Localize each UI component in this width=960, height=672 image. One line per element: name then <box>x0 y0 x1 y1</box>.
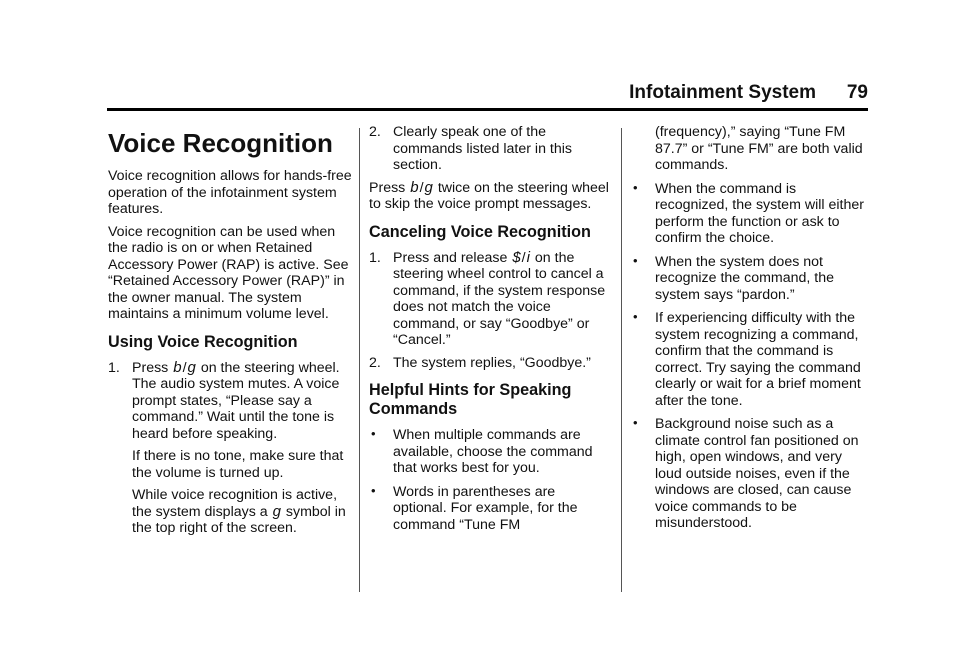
list-item: • When the system does not recognize the command, the system says “pardon.” <box>633 252 835 303</box>
paragraph: If there is no tone, make sure that the volume is turned up. <box>132 448 344 481</box>
page-heading: Voice Recognition <box>108 128 333 158</box>
subheading: Canceling Voice Recognition <box>369 222 591 241</box>
column-3 <box>631 124 871 539</box>
header-rule <box>107 108 868 111</box>
list-item-continued: (frequency),” saying “Tune FM 87.7” or “Tune FM” are both valid commands. <box>655 124 863 173</box>
mute-icon: i <box>526 248 530 266</box>
page-number: 79 <box>846 82 868 103</box>
bullet-icon: • <box>633 415 638 430</box>
bullet-icon: • <box>371 426 376 441</box>
list-item: • When multiple commands are available, choose the command that works best for you. <box>371 426 593 476</box>
step-number: 2. <box>369 354 381 371</box>
separator: / <box>521 249 526 266</box>
list-item: • Words in parentheses are optional. For example, for the command “Tune FM <box>371 482 578 533</box>
step-1: 1. Press b/g on the steering wheel. The audio system mutes. A voice prompt states, “Please say a command.” Wait until the tone is heard before speaking. <box>108 358 340 442</box>
column-divider <box>359 128 360 592</box>
step-number: 1. <box>108 359 120 376</box>
bullet-icon: • <box>371 482 376 498</box>
paragraph: While voice recognition is active, the system displays a g symbol in the top right of the screen. <box>132 487 346 536</box>
push-to-talk-icon: b <box>410 178 419 196</box>
voice-icon: g <box>424 178 433 196</box>
end-call-icon: $ <box>512 248 521 266</box>
subheading: Using Voice Recognition <box>108 332 298 351</box>
paragraph: Voice recognition can be used when the radio is on or when Retained Accessory Power (RAP) is active. See “Retained Accessory Power (RAP)” in the owner manual. The system maintains a minimum volume level. <box>108 223 349 322</box>
column-1 <box>108 124 353 543</box>
separator: / <box>182 359 187 376</box>
cancel-step-2: 2. The system replies, “Goodbye.” <box>369 354 591 371</box>
list-item: • Background noise such as a climate control fan positioned on high, open windows, and very loud outside noises, even if the windows are closed, can cause voice commands to be misunderstood. <box>633 415 859 531</box>
column-2 <box>369 124 609 540</box>
voice-icon: g <box>187 358 196 376</box>
subheading: Helpful Hints for Speaking Commands <box>369 381 572 418</box>
column-divider <box>621 128 622 592</box>
section-title: Infotainment System <box>629 82 816 103</box>
bullet-icon: • <box>633 309 638 324</box>
bullet-icon: • <box>633 179 638 195</box>
paragraph: Voice recognition allows for hands-free operation of the infotainment system features. <box>108 168 352 217</box>
voice-icon: g <box>272 502 281 520</box>
push-to-talk-icon: b <box>173 358 182 376</box>
bullet-icon: • <box>633 252 638 268</box>
separator: / <box>419 179 424 196</box>
paragraph: Press b/g twice on the steering wheel to skip the voice prompt messages. <box>369 178 609 212</box>
step-number: 1. <box>369 249 381 266</box>
step-number: 2. <box>369 124 381 140</box>
list-item: • When the command is recognized, the system will either perform the function or ask to confirm the choice. <box>633 179 864 246</box>
page-header <box>107 82 868 104</box>
cancel-step-1: 1. Press and release $/i on the steering wheel control to cancel a command, if the system response does not match the voice command, or say “Goodbye” or “Cancel.” <box>369 248 606 348</box>
list-item: • If experiencing difficulty with the system recognizing a command, confirm that the command is correct. Try saying the command clearly or wait for a brief moment after the tone. <box>633 309 861 409</box>
step-2: 2. Clearly speak one of the commands listed later in this section. <box>369 124 572 173</box>
